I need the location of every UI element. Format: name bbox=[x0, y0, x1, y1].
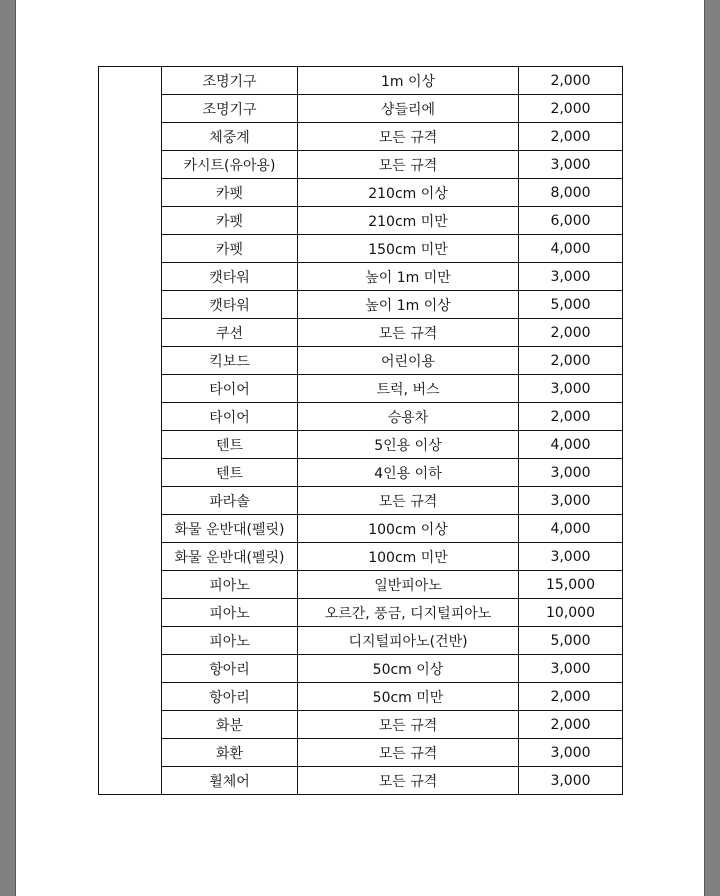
fee-cell: 2,000 bbox=[519, 711, 623, 739]
table-row bbox=[99, 767, 623, 795]
table-row bbox=[99, 179, 623, 207]
item-name-cell: 화환 bbox=[162, 739, 298, 767]
fee-cell: 2,000 bbox=[519, 67, 623, 95]
item-name-cell: 캣타워 bbox=[162, 263, 298, 291]
table-row bbox=[99, 543, 623, 571]
item-name-cell: 카시트(유아용) bbox=[162, 151, 298, 179]
item-name-cell: 카펫 bbox=[162, 207, 298, 235]
item-name-cell: 피아노 bbox=[162, 599, 298, 627]
item-name-cell: 텐트 bbox=[162, 459, 298, 487]
item-name-cell: 항아리 bbox=[162, 655, 298, 683]
fee-cell: 2,000 bbox=[519, 95, 623, 123]
table-row bbox=[99, 515, 623, 543]
spec-cell: 210cm 미만 bbox=[298, 207, 519, 235]
fee-cell: 4,000 bbox=[519, 235, 623, 263]
spec-cell: 높이 1m 미만 bbox=[298, 263, 519, 291]
spec-cell: 5인용 이상 bbox=[298, 431, 519, 459]
table-row bbox=[99, 207, 623, 235]
table-row bbox=[99, 487, 623, 515]
item-name-cell: 타이어 bbox=[162, 375, 298, 403]
spec-cell: 트럭, 버스 bbox=[298, 375, 519, 403]
item-name-cell: 화물 운반대(펠릿) bbox=[162, 515, 298, 543]
table-row bbox=[99, 403, 623, 431]
fee-cell: 3,000 bbox=[519, 655, 623, 683]
table-row bbox=[99, 571, 623, 599]
table-row bbox=[99, 347, 623, 375]
item-name-cell: 조명기구 bbox=[162, 67, 298, 95]
item-name-cell: 체중계 bbox=[162, 123, 298, 151]
fee-cell: 3,000 bbox=[519, 459, 623, 487]
fee-cell: 8,000 bbox=[519, 179, 623, 207]
fee-cell: 10,000 bbox=[519, 599, 623, 627]
fee-cell: 2,000 bbox=[519, 123, 623, 151]
item-name-cell: 파라솔 bbox=[162, 487, 298, 515]
spec-cell: 모든 규격 bbox=[298, 123, 519, 151]
table-row bbox=[99, 655, 623, 683]
table-row bbox=[99, 683, 623, 711]
table-row bbox=[99, 95, 623, 123]
fee-cell: 15,000 bbox=[519, 571, 623, 599]
spec-cell: 모든 규격 bbox=[298, 739, 519, 767]
spec-cell: 50cm 미만 bbox=[298, 683, 519, 711]
table-row bbox=[99, 123, 623, 151]
item-name-cell: 화분 bbox=[162, 711, 298, 739]
spec-cell: 모든 규격 bbox=[298, 767, 519, 795]
item-name-cell: 킥보드 bbox=[162, 347, 298, 375]
table-row bbox=[99, 263, 623, 291]
item-name-cell: 텐트 bbox=[162, 431, 298, 459]
table-row bbox=[99, 291, 623, 319]
spec-cell: 오르간, 풍금, 디지털피아노 bbox=[298, 599, 519, 627]
spec-cell: 모든 규격 bbox=[298, 319, 519, 347]
spec-cell: 모든 규격 bbox=[298, 711, 519, 739]
fee-cell: 2,000 bbox=[519, 403, 623, 431]
spec-cell: 1m 이상 bbox=[298, 67, 519, 95]
spec-cell: 210cm 이상 bbox=[298, 179, 519, 207]
item-name-cell: 휠체어 bbox=[162, 767, 298, 795]
spec-cell: 모든 규격 bbox=[298, 151, 519, 179]
fee-cell: 3,000 bbox=[519, 543, 623, 571]
fee-cell: 3,000 bbox=[519, 263, 623, 291]
fee-table-body bbox=[99, 67, 623, 795]
category-cell bbox=[99, 67, 162, 795]
item-name-cell: 항아리 bbox=[162, 683, 298, 711]
fee-cell: 3,000 bbox=[519, 739, 623, 767]
fee-cell: 3,000 bbox=[519, 767, 623, 795]
spec-cell: 50cm 이상 bbox=[298, 655, 519, 683]
table-row bbox=[99, 375, 623, 403]
table-row bbox=[99, 151, 623, 179]
spec-cell: 어린이용 bbox=[298, 347, 519, 375]
fee-cell: 3,000 bbox=[519, 375, 623, 403]
fee-cell: 4,000 bbox=[519, 431, 623, 459]
spec-cell: 4인용 이하 bbox=[298, 459, 519, 487]
spec-cell: 150cm 미만 bbox=[298, 235, 519, 263]
fee-cell: 4,000 bbox=[519, 515, 623, 543]
fee-cell: 6,000 bbox=[519, 207, 623, 235]
spec-cell: 모든 규격 bbox=[298, 487, 519, 515]
item-name-cell: 카펫 bbox=[162, 235, 298, 263]
item-name-cell: 화물 운반대(펠릿) bbox=[162, 543, 298, 571]
fee-cell: 2,000 bbox=[519, 319, 623, 347]
spec-cell: 승용차 bbox=[298, 403, 519, 431]
table-row bbox=[99, 599, 623, 627]
table-row bbox=[99, 627, 623, 655]
spec-cell: 일반피아노 bbox=[298, 571, 519, 599]
fee-cell: 3,000 bbox=[519, 151, 623, 179]
item-name-cell: 조명기구 bbox=[162, 95, 298, 123]
spec-cell: 100cm 미만 bbox=[298, 543, 519, 571]
item-name-cell: 타이어 bbox=[162, 403, 298, 431]
item-name-cell: 피아노 bbox=[162, 571, 298, 599]
fee-cell: 5,000 bbox=[519, 627, 623, 655]
fee-cell: 2,000 bbox=[519, 683, 623, 711]
spec-cell: 디지털피아노(건반) bbox=[298, 627, 519, 655]
item-name-cell: 카펫 bbox=[162, 179, 298, 207]
table-row bbox=[99, 739, 623, 767]
table-row bbox=[99, 711, 623, 739]
table-row bbox=[99, 67, 623, 95]
fee-cell: 3,000 bbox=[519, 487, 623, 515]
table-row bbox=[99, 431, 623, 459]
item-name-cell: 캣타워 bbox=[162, 291, 298, 319]
disposal-fee-table bbox=[98, 66, 623, 795]
spec-cell: 높이 1m 이상 bbox=[298, 291, 519, 319]
document-page bbox=[15, 0, 705, 896]
spec-cell: 샹들리에 bbox=[298, 95, 519, 123]
fee-cell: 5,000 bbox=[519, 291, 623, 319]
spec-cell: 100cm 이상 bbox=[298, 515, 519, 543]
table-row bbox=[99, 235, 623, 263]
table-row bbox=[99, 319, 623, 347]
item-name-cell: 피아노 bbox=[162, 627, 298, 655]
item-name-cell: 쿠션 bbox=[162, 319, 298, 347]
fee-cell: 2,000 bbox=[519, 347, 623, 375]
table-row bbox=[99, 459, 623, 487]
